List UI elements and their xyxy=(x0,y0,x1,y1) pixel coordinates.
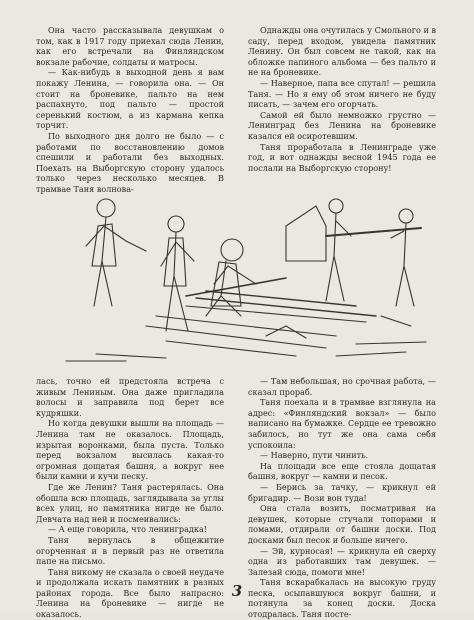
paragraph: — Как-нибудь в выходной день я вам покажу Ленина, — говорила она. — Он стоит на броневике, пальто на нем распахнуто, под пальто — простой серенький костюм, а из кармана кепка торчит. xyxy=(36,67,224,131)
paragraph: Где же Ленин? Таня растерялась. Она обошла всю площадь, заглядывала за углы всех улиц, но памятника нигде не было. Девчата над ней и посмеивались: xyxy=(36,481,224,524)
paragraph: — А еще говорила, что ленинградка! xyxy=(48,524,208,535)
paragraph: Она часто рассказывала девушкам о том, как в 1917 году приехал сюда Ленин, как его встречали на Финляндском вокзале рабочие, солдаты и матросы. xyxy=(36,25,224,67)
paragraph: Таня поехала и в трамвае взглянула на адрес: «Финляндский вокзал» — было написано на бумажке. Сердце ее тревожно забилось, но тут же она сама себя успокоила: xyxy=(248,397,436,450)
paragraph: Однажды она очутилась у Смольного и в саду, перед входом, увидела памятник Ленину. Он был совсем не такой, как на обложке папиного альбома — без пальто и не на броневике. xyxy=(248,25,437,78)
paragraph: — Наверное, папа все спутал! — решила Таня. — Но я ему об этом ничего не буду писать, — зачем его огорчать. xyxy=(248,77,436,110)
paragraph: На площади все еще стояла дощатая башня, вокруг — камни и песок. xyxy=(248,460,436,482)
paragraph: — Эй, курносая! — крикнула ей сверху одна из работавших там девушек. — Залезай сюда, помоги мне! xyxy=(248,545,436,577)
paragraph: Таня проработала в Ленинграде уже год, и вот однажды весной 1945 года ее послали на Выборгскую сторону! xyxy=(248,141,436,173)
paragraph: Таня вернулась в общежитие огорченная и в первый раз не ответила папе на письмо. xyxy=(36,534,224,567)
paragraph: Но когда девушки вышли на площадь — Ленина там не оказалось. Площадь, изрытая воронками, была пуста. Только перед вокзалом высилась какая-то огромная дощатая башня, а вокруг нее были камни и кучи песку. xyxy=(36,418,224,482)
paragraph: лась, точно ей предстояла встреча с живым Лениным. Она даже пригладила волосы и заправила под берет все кудряшки. xyxy=(36,376,224,418)
paragraph: Самой ей было немножко грустно — Ленинград без Ленина на броневике казался ей осиротевшим. xyxy=(248,109,436,141)
text-column-top-right xyxy=(248,25,436,173)
paragraph: Таня никому не сказала о своей неудаче и продолжала искать памятник в разных районах города. Все было напрасно: Ленина на броневике — нигде не оказалось. xyxy=(36,566,224,620)
paragraph: Она стала возить, посматривая на девушек, которые стучали топорами и ломами, отдирали от башни доски. Под досками был песок и больше ничего. xyxy=(248,503,436,545)
paragraph: — Наверно, пути чинить. xyxy=(260,450,369,461)
paragraph: Таня вскарабкалась на высокую груду песка, осыпавшуюся вокруг башни, и потянула за конец доски. Доска отодралась. Таня посте- xyxy=(248,577,436,620)
paragraph: — Берись за тачку, — крикнул ей бригадир. — Вози вон туда! xyxy=(248,481,436,503)
page-number: 3 xyxy=(231,582,243,600)
paragraph: — Там небольшая, но срочная работа, — сказал прораб. xyxy=(248,376,436,397)
paragraph: По выходного дня долго не было — с работами по восстановлению домов спешили и работали без выходных. Поехать на Выборгскую сторону удалось только через несколько месяцев. В трамвае Таня волнова- xyxy=(36,130,224,194)
workers-rebuilding-sketch-icon xyxy=(36,166,440,372)
